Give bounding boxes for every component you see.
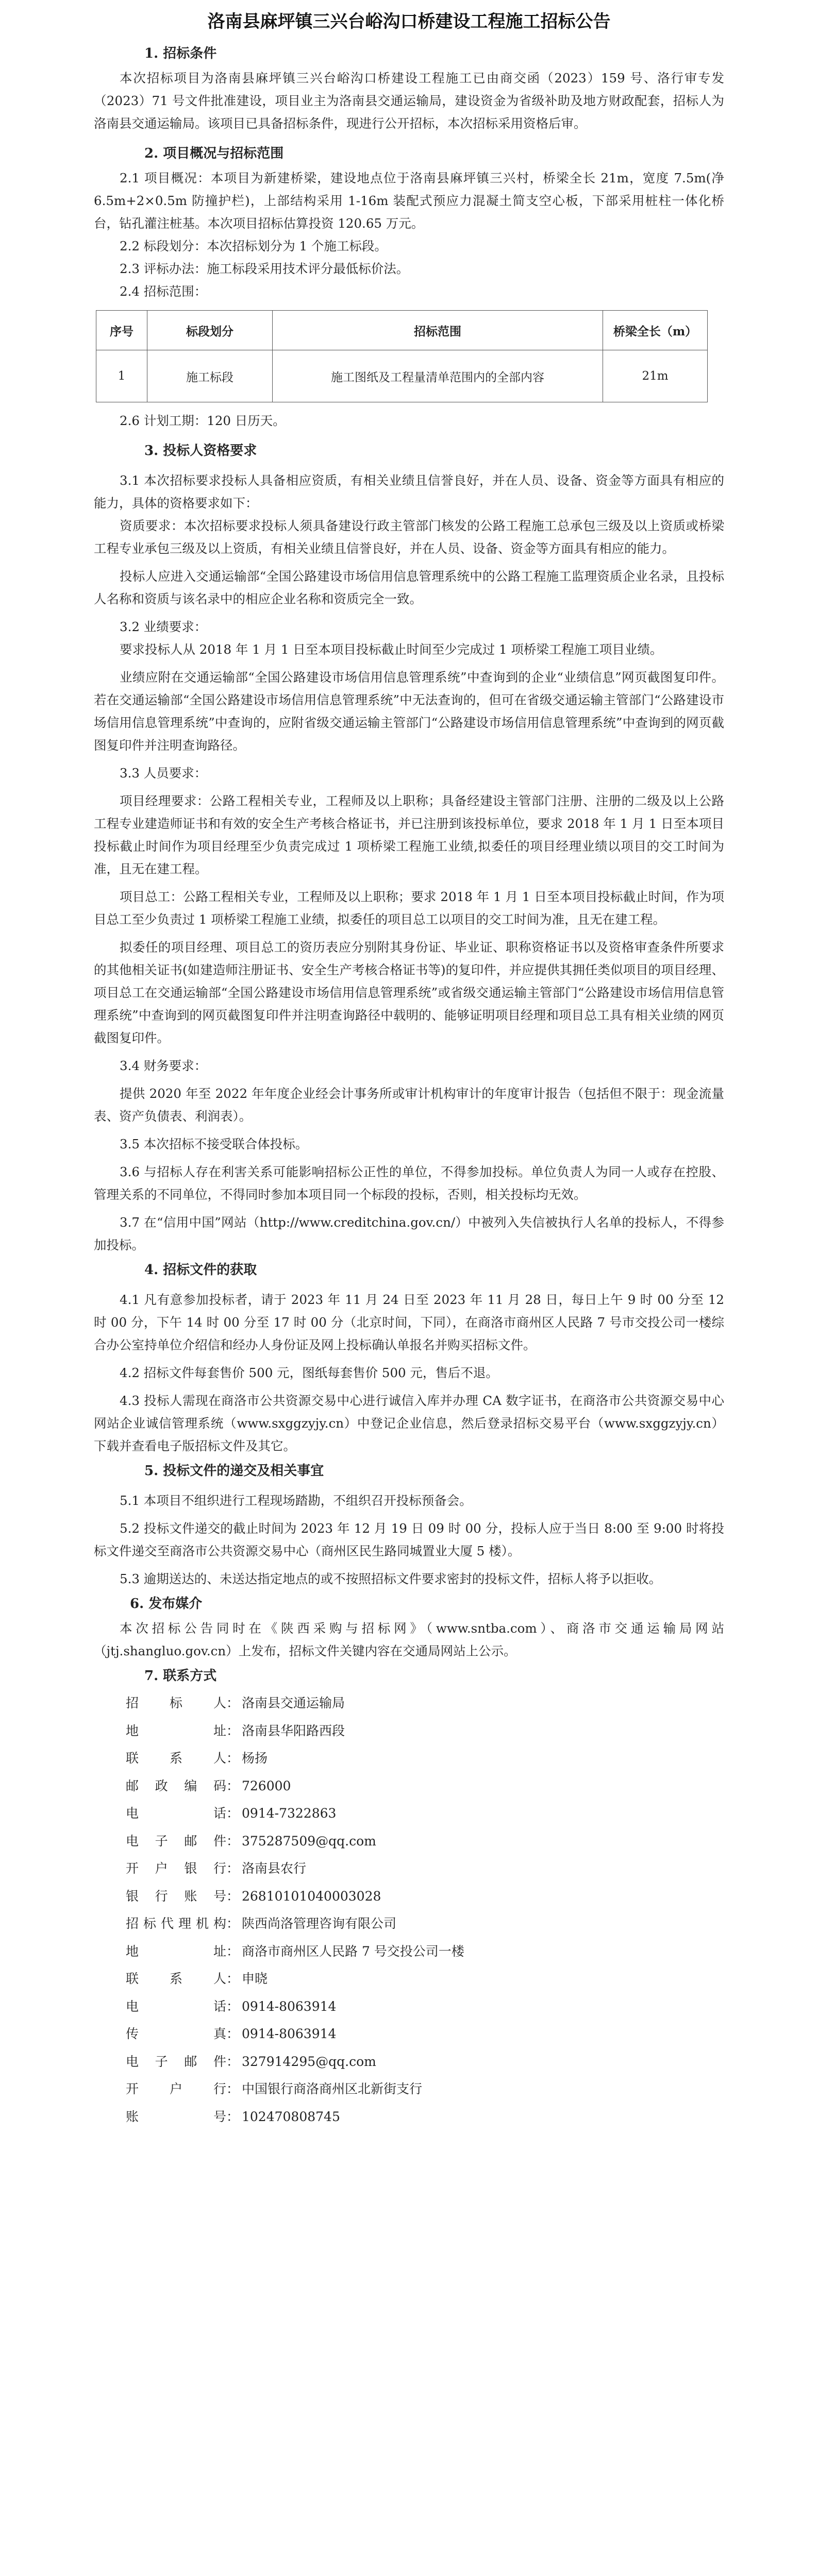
contact-key: 联系人	[126, 1751, 226, 1766]
table-row	[96, 350, 708, 402]
contact-key: 传真	[126, 2026, 226, 2041]
contact-row: 招标代理机构 ： 陕西尚洛管理咨询有限公司	[94, 1910, 724, 1938]
project-overview: 2.1 项目概况：本项目为新建桥梁，建设地点位于洛南县麻坪镇三兴村，桥梁全长 21m，宽度 7.5m(净 6.5m+2×0.5m 防撞护栏)，上部结构采用 1-16m 装配式预应力混凝土简支空心板，下部采用桩柱一体化桥台，钻孔灌注桩基。本次项目招标估算投资 120.65 万元。	[94, 171, 724, 231]
contact-value: 0914-8063914	[242, 1998, 337, 2014]
contact-key: 开户行	[126, 2081, 226, 2096]
contact-value: 中国银行商洛商州区北新街支行	[242, 2081, 423, 2096]
contact-row: 账号 ： 102470808745	[94, 2103, 724, 2131]
finance-requirement: 提供 2020 年至 2022 年年度企业经会计事务所或审计机构审计的年度审计报告（包括但不限于：现金流量表、资产负债表、利润表）。	[94, 1086, 724, 1124]
submission-deadline: 5.2 投标文件递交的截止时间为 2023 年 12 月 19 日 09 时 00 分，投标人应于当日 8:00 至 9:00 时将投标文件递交至商洛市公共资源交易中心（商州区民生路同城置业大厦 5 楼）。	[94, 1521, 724, 1558]
contact-key: 账号	[126, 2109, 226, 2124]
contact-row: 电子邮件 ： 327914295@qq.com	[94, 2048, 724, 2076]
contact-value: 375287509@qq.com	[242, 1833, 376, 1849]
lot-division: 2.2 标段划分：本次招标划分为 1 个施工标段。	[120, 239, 387, 253]
qualification-registry: 投标人应进入交通运输部“全国公路建设市场信用信息管理系统中的公路工程施工监理资质企业名录，且投标人名称和资质与该名录中的相应企业名称和资质完全一致。	[94, 569, 724, 606]
performance-label: 3.2 业绩要求：	[120, 619, 207, 634]
contact-value: 0914-7322863	[242, 1806, 337, 1821]
late-rejection: 5.3 逾期送达的、未送达指定地点的或不按照招标文件要求密封的投标文件，招标人将予以拒收。	[120, 1571, 662, 1586]
schedule: 2.6 计划工期：120 日历天。	[120, 413, 286, 428]
document-acquisition: 4.1 凡有意参加投标者，请于 2023 年 11 月 24 日至 2023 年 11 月 28 日，每日上午 9 时 00 分至 12 时 00 分，下午 14 时 00 分至 17 时 00 分（北京时间，下同），在商洛市商州区人民路 7 号市交投公司一楼综合办公室持单位介绍信和经办人身份证及网上投标确认单报名并购买招标文件。	[94, 1292, 724, 1352]
table-header-row	[96, 311, 708, 350]
conflict-of-interest: 3.6 与招标人存在利害关系可能影响招标公正性的单位，不得参加投标。单位负责人为同一人或存在控股、管理关系的不同单位，不得同时参加本项目同一个标段的投标，否则，相关投标均无效。	[94, 1164, 724, 1202]
evaluation-method: 2.3 评标办法：施工标段采用技术评分最低标价法。	[120, 261, 409, 276]
contact-row: 电子邮件 ： 375287509@qq.com	[94, 1827, 724, 1855]
contact-key: 电话	[126, 1806, 226, 1821]
contact-key: 电子邮件	[126, 1833, 226, 1849]
table-header-cell: 桥梁全长（m）	[603, 311, 708, 350]
contact-value: 26810101040003028	[242, 1888, 381, 1904]
contact-row: 电话 ： 0914-7322863	[94, 1800, 724, 1827]
performance-proof: 业绩应附在交通运输部“全国公路建设市场信用信息管理系统”中查询到的企业“业绩信息”网页截图复印件。若在交通运输部“全国公路建设市场信用信息管理系统”中无法查询的，但可在省级交通运输主管部门“公路建设市场信用信息管理系统”中查询的，应附省级交通运输主管部门“公路建设市场信用信息管理系统”中查询到的网页截图复印件并注明查询路径。	[94, 670, 724, 753]
table-cell: 施工图纸及工程量清单范围内的全部内容	[273, 350, 603, 402]
credit-blacklist: 3.7 在“信用中国”网站（http://www.creditchina.gov.cn/）中被列入失信被执行人名单的投标人，不得参加投标。	[94, 1215, 724, 1252]
contact-value: 726000	[242, 1778, 291, 1793]
section-1-heading: 1. 招标条件	[144, 46, 217, 61]
contact-key: 开户银行	[126, 1861, 226, 1876]
table-cell: 21m	[603, 350, 708, 402]
contact-key: 地址	[126, 1723, 226, 1738]
contact-key: 招标代理机构	[126, 1916, 226, 1931]
finance-label: 3.4 财务要求：	[120, 1058, 207, 1073]
table-header-cell: 招标范围	[273, 311, 603, 350]
contact-key: 银行账号	[126, 1888, 226, 1904]
contact-list	[94, 1689, 724, 2130]
chief-engineer-requirement: 项目总工：公路工程相关专业，工程师及以上职称；要求 2018 年 1 月 1 日至本项目投标截止时间，作为项目总工至少负责过 1 项桥梁工程施工业绩，拟委任的项目总工以项目的交工时间为准，且无在建工程。	[94, 889, 724, 927]
table-header-cell: 序号	[96, 311, 147, 350]
section-7-heading: 7. 联系方式	[144, 1668, 217, 1684]
no-site-visit: 5.1 本项目不组织进行工程现场踏勘，不组织召开投标预备会。	[120, 1493, 472, 1508]
section-5-heading: 5. 投标文件的递交及相关事宜	[144, 1463, 324, 1479]
contact-key: 联系人	[126, 1971, 226, 1986]
qualification-certs: 资质要求：本次招标要求投标人须具备建设行政主管部门核发的公路工程施工总承包三级及以上资质或桥梁工程专业承包三级及以上资质，有相关业绩且信誉良好，并在人员、设备、资金等方面具有相应的能力。	[94, 518, 724, 556]
contact-key: 地址	[126, 1943, 226, 1959]
qualification-intro: 3.1 本次招标要求投标人具备相应资质，有相关业绩且信誉良好，并在人员、设备、资金等方面具有相应的能力，具体的资格要求如下：	[94, 473, 724, 511]
contact-row: 开户行 ： 中国银行商洛商州区北新街支行	[94, 2075, 724, 2103]
contact-value: 洛南县农行	[242, 1861, 307, 1876]
table-header-cell: 标段划分	[147, 311, 273, 350]
contact-value: 0914-8063914	[242, 2026, 337, 2041]
section-1-text: 本次招标项目为洛南县麻坪镇三兴台峪沟口桥建设工程施工已由商交函（2023）159 号、洛行审专发（2023）71 号文件批准建设，项目业主为洛南县交通运输局，建设资金为省级补助及地方财政配套，招标人为洛南县交通运输局。该项目已具备招标条件，现进行公开招标，本次招标采用资格后审。	[94, 71, 724, 131]
contact-key: 电话	[126, 1998, 226, 2014]
table-cell: 施工标段	[147, 350, 273, 402]
contact-value: 102470808745	[242, 2109, 340, 2124]
contact-row: 招标人 ： 洛南县交通运输局	[94, 1689, 724, 1717]
contact-row: 传真 ： 0914-8063914	[94, 2020, 724, 2048]
contact-row: 开户银行 ： 洛南县农行	[94, 1855, 724, 1883]
contact-key: 电子邮件	[126, 2054, 226, 2069]
contact-row: 银行账号 ： 26810101040003028	[94, 1883, 724, 1910]
contact-row: 地址 ： 商洛市商州区人民路 7 号交投公司一楼	[94, 1938, 724, 1965]
contact-key: 邮政编码	[126, 1778, 226, 1793]
publication-media: 本次招标公告同时在《陕西采购与招标网》（www.sntba.com）、商洛市交通运输局网站（jtj.shangluo.gov.cn）上发布，招标文件关键内容在交通局网站上公示。	[94, 1621, 724, 1658]
ca-certificate: 4.3 投标人需现在商洛市公共资源交易中心进行诚信入库并办理 CA 数字证书，在商洛市公共资源交易中心网站企业诚信管理系统（www.sxggzyjy.cn）中登记企业信息，然后登录招标交易平台（www.sxggzyjy.cn）下载并查看电子版招标文件及其它。	[94, 1393, 724, 1453]
contact-value: 申晓	[242, 1971, 268, 1986]
contact-value: 洛南县交通运输局	[242, 1696, 345, 1710]
contact-key: 招标人	[126, 1696, 226, 1710]
contact-row: 电话 ： 0914-8063914	[94, 1993, 724, 2021]
contact-value: 327914295@qq.com	[242, 2054, 376, 2069]
bid-scope-label: 2.4 招标范围：	[120, 284, 207, 299]
contact-value: 商洛市商州区人民路 7 号交投公司一楼	[242, 1943, 464, 1959]
contact-value: 洛南县华阳路西段	[242, 1723, 345, 1738]
bid-scope-table	[96, 310, 708, 402]
section-3-heading: 3. 投标人资格要求	[144, 443, 257, 459]
performance-requirement: 要求投标人从 2018 年 1 月 1 日至本项目投标截止时间至少完成过 1 项桥梁工程施工项目业绩。	[120, 642, 663, 657]
contact-row: 邮政编码 ： 726000	[94, 1772, 724, 1800]
section-2-heading: 2. 项目概况与招标范围	[144, 146, 284, 161]
no-consortium: 3.5 本次招标不接受联合体投标。	[120, 1137, 308, 1151]
personnel-label: 3.3 人员要求：	[120, 766, 207, 781]
document-price: 4.2 招标文件每套售价 500 元，图纸每套售价 500 元，售后不退。	[120, 1365, 498, 1380]
project-manager-requirement: 项目经理要求：公路工程相关专业，工程师及以上职称；具备经建设主管部门注册、注册的二级及以上公路工程专业建造师证书和有效的安全生产考核合格证书，并已注册到该投标单位，要求 2018 年 1 月 1 日至本项目投标截止时间作为项目经理至少负责完成过 1 项桥梁工程施工业绩,拟委任的项目经理业绩以项目的交工时间为准，且无在建工程。	[94, 793, 724, 876]
contact-value: 陕西尚洛管理咨询有限公司	[242, 1916, 397, 1931]
contact-row: 联系人 ： 申晓	[94, 1965, 724, 1993]
contact-row: 地址 ： 洛南县华阳路西段	[94, 1717, 724, 1745]
contact-row: 联系人 ： 杨扬	[94, 1744, 724, 1772]
section-4-heading: 4. 招标文件的获取	[144, 1262, 257, 1278]
contact-value: 杨扬	[242, 1751, 268, 1766]
page-title: 洛南县麻坪镇三兴台峪沟口桥建设工程施工招标公告	[207, 11, 611, 32]
personnel-documents: 拟委任的项目经理、项目总工的资历表应分别附其身份证、毕业证、职称资格证书以及资格审查条件所要求的其他相关证书(如建造师注册证书、安全生产考核合格证书等)的复印件，并应提供其拥任类似项目的项目经理、项目总工在交通运输部“全国公路建设市场信用信息管理系统”或省级交通运输主管部门“公路建设市场信用信息管理系统”中查询到的网页截图复印件并注明查询路径中载明的、能够证明项目经理和项目总工具有相关业绩的网页截图复印件。	[94, 940, 724, 1045]
table-cell: 1	[96, 350, 147, 402]
section-6-heading: 6. 发布媒介	[130, 1596, 203, 1612]
